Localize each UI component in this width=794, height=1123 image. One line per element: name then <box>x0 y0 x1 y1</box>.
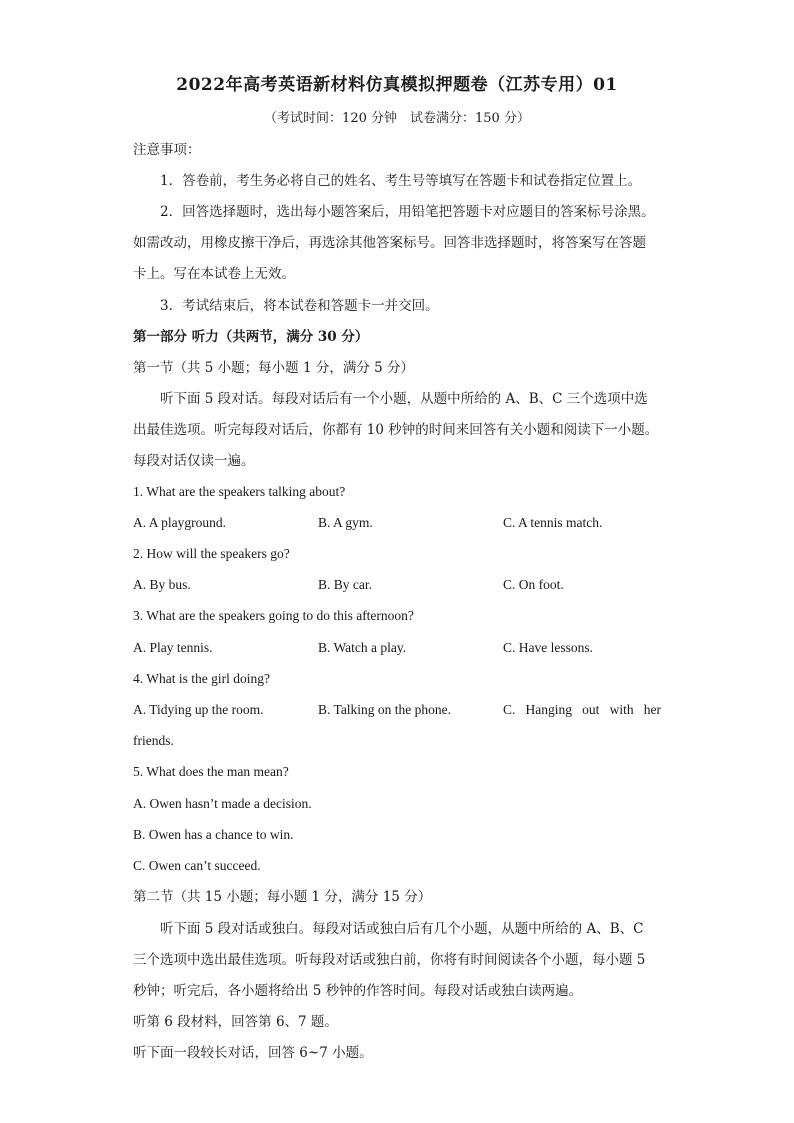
question-5-option-c: C. Owen can’t succeed. <box>133 858 261 873</box>
section2-heading: 第二节（共 15 小题；每小题 1 分，满分 15 分） <box>133 889 432 905</box>
notice-item-2-line-3: 卡上。写在本试卷上无效。 <box>133 266 295 282</box>
question-1-option-b: B. A gym. <box>318 515 373 530</box>
notice-item-1: 1．答卷前，考生务必将自己的姓名、考生号等填写在答题卡和试卷指定位置上。 <box>160 173 642 189</box>
question-2-option-c: C. On foot. <box>503 577 564 592</box>
question-4-option-c-word: Hanging <box>525 702 573 717</box>
question-4-option-c-word: with <box>609 702 634 717</box>
section1-instruction-line-2: 出最佳选项。听完每段对话后，你都有 10 秒钟的时间来回答有关小题和阅读下一小题。 <box>133 422 659 438</box>
section1-heading: 第一节（共 5 小题；每小题 1 分，满分 5 分） <box>133 360 415 376</box>
question-4-option-c-word: out <box>582 702 600 717</box>
question-5-stem: 5. What does the man mean? <box>133 764 289 779</box>
notice-heading: 注意事项： <box>133 142 201 158</box>
question-4-stem: 4. What is the girl doing? <box>133 671 270 686</box>
question-1-stem: 1. What are the speakers talking about? <box>133 484 346 499</box>
question-5-option-a: A. Owen hasn’t made a decision. <box>133 796 312 811</box>
material-6-heading: 听第 6 段材料，回答第 6、7 题。 <box>133 1014 338 1030</box>
question-4-option-c-continued: friends. <box>133 733 174 748</box>
section1-instruction-line-1: 听下面 5 段对话。每段对话后有一个小题，从题中所给的 A、B、C 三个选项中选 <box>160 391 648 407</box>
question-4-option-b: B. Talking on the phone. <box>318 702 452 717</box>
question-3-option-c: C. Have lessons. <box>503 640 593 655</box>
notice-item-3: 3．考试结束后，将本试卷和答题卡一并交回。 <box>160 298 439 314</box>
question-1-option-c: C. A tennis match. <box>503 515 603 530</box>
section2-instruction-line-1: 听下面 5 段对话或独白。每段对话或独白后有几个小题，从题中所给的 A、B、C <box>160 921 644 937</box>
exam-subtitle: （考试时间：120 分钟 试卷满分：150 分） <box>264 111 530 126</box>
question-1-option-a: A. A playground. <box>133 515 226 530</box>
question-3-option-b: B. Watch a play. <box>318 640 407 655</box>
notice-item-2-line-1: 2．回答选择题时，选出每小题答案后，用铅笔把答题卡对应题目的答案标号涂黑。 <box>160 204 655 220</box>
question-5-option-b: B. Owen has a chance to win. <box>133 827 294 842</box>
question-2-stem: 2. How will the speakers go? <box>133 546 290 561</box>
question-4-option-c <box>503 700 661 720</box>
question-4-option-c-word: her <box>643 702 661 717</box>
question-2-option-b: B. By car. <box>318 577 372 592</box>
section1-instruction-line-3: 每段对话仅读一遍。 <box>133 453 255 469</box>
question-2-option-a: A. By bus. <box>133 577 191 592</box>
exam-title: 2022年高考英语新材料仿真模拟押题卷（江苏专用）01 <box>176 75 618 95</box>
question-3-stem: 3. What are the speakers going to do this afternoon? <box>133 608 414 623</box>
section2-instruction-line-2: 三个选项中选出最佳选项。听每段对话或独白前，你将有时间阅读各个小题，每小题 5 <box>133 952 646 968</box>
section2-instruction-line-3: 秒钟；听完后，各小题将给出 5 秒钟的作答时间。每段对话或独白读两遍。 <box>133 983 583 999</box>
part1-heading: 第一部分 听力（共两节，满分 30 分） <box>133 329 369 345</box>
notice-item-2-line-2: 如需改动，用橡皮擦干净后，再选涂其他答案标号。回答非选择题时，将答案写在答题 <box>133 235 646 251</box>
question-4-option-c-word: C. <box>503 702 516 717</box>
question-3-option-a: A. Play tennis. <box>133 640 213 655</box>
material-6-detail: 听下面一段较长对话，回答 6~7 小题。 <box>133 1045 373 1061</box>
question-4-option-a: A. Tidying up the room. <box>133 702 264 717</box>
